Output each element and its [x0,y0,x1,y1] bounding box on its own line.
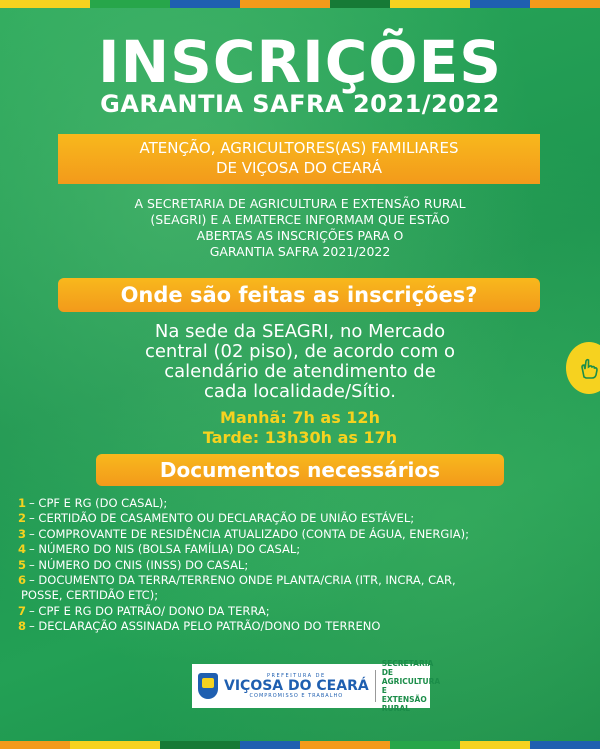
footer-logo [192,659,441,713]
bottom-color-stripe [0,741,600,749]
secretariat-name: SECRETARIA DE AGRICULTURA E EXTENSÃO RURAL [381,659,441,713]
pointing-hand-icon [566,342,600,394]
list-item: POSSE, CERTIDÃO ETC); [21,588,159,603]
intro-line-2: (SEAGRI) E A EMATERCE INFORMAM QUE ESTÃO [150,212,450,227]
intro-text [55,196,545,260]
where-text [60,322,540,402]
documents-heading: Documentos necessários [96,454,504,486]
where-line-3: calendário de atendimento de [164,361,436,382]
logo-divider [375,670,376,702]
list-item: 8 – DECLARAÇÃO ASSINADA PELO PATRÃO/DONO DO TERRENO [18,619,381,634]
intro-line-4: GARANTIA SAFRA 2021/2022 [209,244,391,259]
city-logo [224,673,369,699]
list-item: 7 – CPF E RG DO PATRÃO/ DONO DA TERRA; [18,603,270,618]
list-item: 1 – CPF E RG (DO CASAL); [18,496,168,510]
city-slogan: COMPROMISSO E TRABALHO [249,693,344,699]
intro-line-1: A SECRETARIA DE AGRICULTURA E EXTENSÃO RURAL [134,196,466,211]
intro-line-3: ABERTAS AS INSCRIÇÕES PARA O [196,228,404,243]
attention-line-2: DE VIÇOSA DO CEARÁ [215,159,382,177]
attention-line-1: ATENÇÃO, AGRICULTORES(AS) FAMILIARES [139,139,459,157]
where-line-1: Na sede da SEAGRI, no Mercado [154,321,446,342]
city-name: VIÇOSA DO CEARÁ [224,678,369,694]
morning-hours: Manhã: 7h as 12h [220,408,380,427]
list-item: 4 – NÚMERO DO NIS (BOLSA FAMÍLIA) DO CASAL; [18,542,301,557]
afternoon-hours: Tarde: 13h30h as 17h [202,428,398,447]
list-item: 5 – NÚMERO DO CNIS (INSS) DO CASAL; [18,557,249,572]
where-line-2: central (02 piso), de acordo com o [144,341,456,362]
list-item: 6 – DOCUMENTO DA TERRA/TERRENO ONDE PLANTA/CRIA (ITR, INCRA, CAR, [18,573,456,588]
top-color-stripe [0,0,600,8]
city-crest-icon [198,673,218,699]
page-title: INSCRIÇÕES [98,28,502,96]
list-item: 2 – CERTIDÃO DE CASAMENTO OU DECLARAÇÃO DE UNIÃO ESTÁVEL; [18,511,415,526]
list-item: 3 – COMPROVANTE DE RESIDÊNCIA ATUALIZADO (CONTA DE ÁGUA, ENERGIA); [18,526,469,541]
city-prefix: PREFEITURA DE [267,673,326,679]
attention-banner [58,134,540,184]
documents-list [18,496,588,635]
where-line-4: cada localidade/Sítio. [204,381,396,402]
where-heading: Onde são feitas as inscrições? [58,278,540,312]
page-subtitle: GARANTIA SAFRA 2021/2022 [100,90,500,118]
